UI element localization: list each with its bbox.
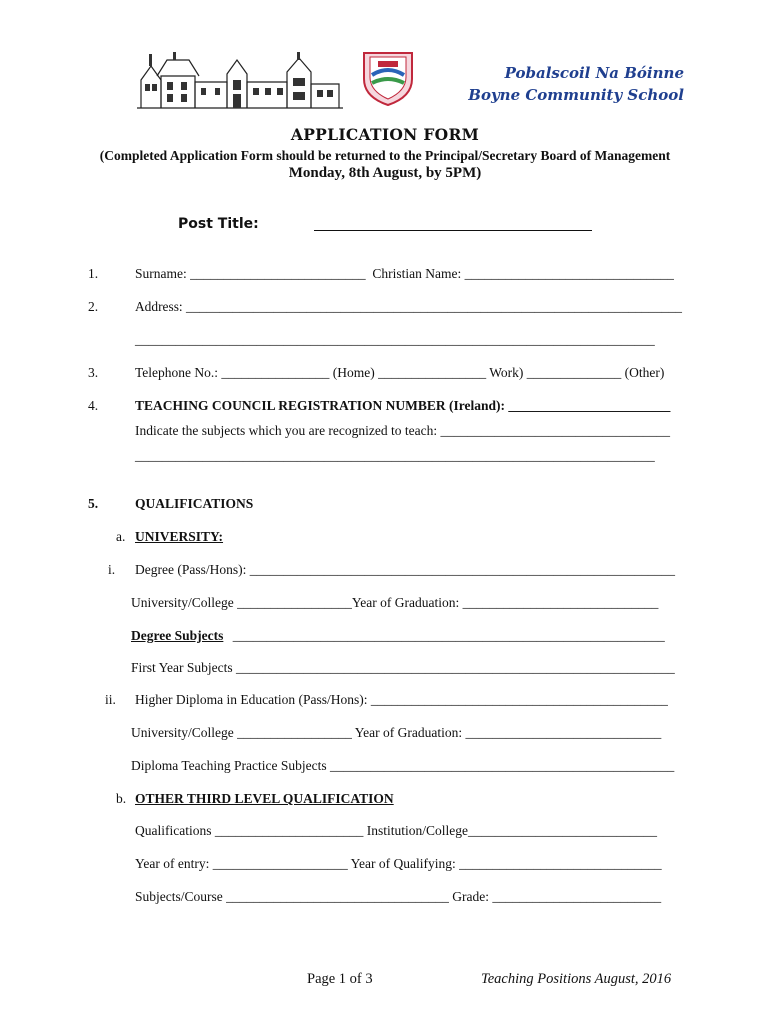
other-qualification-heading: OTHER THIRD LEVEL QUALIFICATION	[135, 791, 394, 806]
university-heading: UNIVERSITY:	[135, 529, 224, 544]
degree-subjects-field[interactable]: ________________________________________________________________	[226, 628, 665, 643]
roman-numeral-i: i.	[108, 562, 116, 577]
item-number-4: 4.	[88, 398, 99, 413]
school-name-irish: Pobalscoil Na Bóinne	[504, 64, 684, 82]
first-year-subjects-field[interactable]: First Year Subjects _________________________________________________________________	[131, 660, 675, 675]
teaching-council-number-field[interactable]: TEACHING COUNCIL REGISTRATION NUMBER (Ireland): ________________________	[135, 398, 671, 413]
item-number-3: 3.	[88, 365, 99, 380]
degree-subjects-label: Degree Subjects	[131, 628, 224, 643]
other-qualification-letter: b.	[116, 791, 127, 806]
roman-numeral-ii: ii.	[105, 692, 116, 707]
subjects-course-field[interactable]: Subjects/Course _________________________________ Grade: _________________________	[135, 889, 662, 904]
surname-field[interactable]: Surname: __________________________ Christian Name: _______________________________	[135, 266, 674, 281]
address-field[interactable]: Address: __________________________________________________________________________	[135, 299, 683, 314]
university-letter: a.	[116, 529, 126, 544]
degree-field[interactable]: Degree (Pass/Hons): _______________________________________________________________	[135, 562, 675, 577]
post-title-label: Post Title:	[178, 216, 259, 232]
school-building-drawing-icon	[137, 52, 343, 110]
subjects-recognized-line-2[interactable]: _____________________________________________________________________________	[135, 448, 655, 463]
school-crest-icon	[360, 49, 416, 107]
university-college-field[interactable]: University/College _________________Year of Graduation: _____________________________	[131, 595, 659, 610]
form-subtitle: (Completed Application Form should be returned to the Principal/Secretary Board of Management	[99, 148, 671, 163]
item-number-5: 5.	[88, 496, 99, 511]
school-name-english: Boyne Community School	[468, 86, 684, 104]
diploma-practice-subjects-field[interactable]: Diploma Teaching Practice Subjects ___________________________________________________	[131, 758, 675, 773]
higher-diploma-field[interactable]: Higher Diploma in Education (Pass/Hons): ____________________________________________	[135, 692, 668, 707]
subjects-recognized-field[interactable]: Indicate the subjects which you are recognized to teach: __________________________________	[135, 423, 670, 438]
item-number-1: 1.	[88, 266, 99, 281]
other-qualifications-field[interactable]: Qualifications ______________________ Institution/College____________________________	[135, 823, 657, 838]
diploma-college-field[interactable]: University/College _________________ Year of Graduation: _____________________________	[131, 725, 662, 740]
qualifications-heading: QUALIFICATIONS	[135, 496, 254, 511]
year-of-entry-field[interactable]: Year of entry: ____________________ Year of Qualifying: ______________________________	[135, 856, 662, 871]
telephone-field[interactable]: Telephone No.: ________________ (Home) ________________ Work) ______________ (Other)	[135, 365, 665, 380]
post-title-field[interactable]	[314, 230, 592, 231]
footer-note: Teaching Positions August, 2016	[481, 971, 672, 987]
address-field-line-2[interactable]: _____________________________________________________________________________	[135, 332, 655, 347]
form-title: APPLICATION FORM	[290, 125, 480, 144]
item-number-2: 2.	[88, 299, 99, 314]
form-deadline: Monday, 8th August, by 5PM)	[288, 165, 482, 181]
page-number: Page 1 of 3	[307, 971, 373, 987]
